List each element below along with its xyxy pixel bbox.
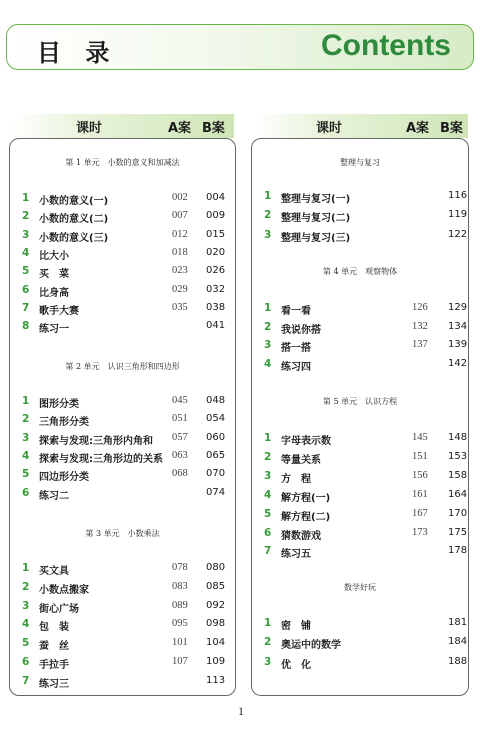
toc-entry (252, 489, 468, 505)
entry-number: 8 (22, 320, 30, 333)
entry-page-a: 023 (172, 265, 188, 277)
entry-page-a: 145 (412, 432, 428, 443)
unit-heading: 第 2 单元 认识三角形和四边形 (65, 362, 180, 371)
entry-page-b: 085 (206, 580, 226, 592)
entry-title: 方 程 (281, 473, 311, 485)
b-column-label: B案 (440, 121, 463, 136)
lesson-column-label: 课时 (76, 121, 103, 136)
toc-entry (252, 209, 468, 225)
entry-title: 练习三 (39, 678, 69, 690)
entry-title: 整理与复习(一) (281, 194, 351, 205)
entry-page-a: 063 (172, 449, 188, 461)
entry-page-b: 104 (206, 637, 226, 649)
entry-title: 三角形分类 (39, 417, 89, 429)
header-banner (6, 24, 474, 70)
entry-number: 2 (264, 209, 272, 222)
entry-number: 3 (264, 655, 272, 668)
toc-entry (10, 395, 235, 411)
toc-entry (252, 470, 468, 486)
a-column-label: A案 (406, 121, 430, 136)
entry-number: 1 (264, 302, 272, 314)
toc-entry (252, 358, 468, 374)
b-column-label: B案 (202, 121, 225, 136)
entry-page-b: 020 (206, 246, 226, 258)
entry-number: 1 (22, 192, 30, 204)
entry-page-a: 045 (172, 395, 188, 406)
entry-page-b: 004 (206, 192, 226, 203)
entry-number: 4 (22, 246, 30, 259)
entry-number: 6 (22, 486, 30, 499)
lesson-column-label: 课时 (316, 121, 343, 136)
toc-entry (252, 321, 468, 337)
entry-page-b: 041 (206, 320, 226, 332)
entry-page-a: 161 (412, 488, 428, 500)
entry-number: 2 (22, 210, 30, 223)
entry-page-a: 029 (172, 283, 188, 295)
toc-entry (252, 527, 468, 543)
entry-number: 1 (22, 562, 30, 574)
entry-number: 3 (264, 469, 272, 482)
entry-number: 1 (22, 395, 30, 407)
toc-entry (252, 656, 468, 672)
entry-number: 2 (22, 413, 30, 426)
entry-page-a: 101 (172, 637, 188, 649)
a-column-label: A案 (168, 121, 192, 136)
entry-page-a: 107 (172, 656, 188, 667)
entry-title: 练习五 (281, 549, 311, 561)
entry-number: 2 (264, 450, 272, 463)
entry-title: 密 铺 (281, 621, 311, 632)
left-toc-panel (9, 138, 236, 696)
entry-page-b: 054 (206, 413, 226, 425)
toc-entry (10, 450, 235, 466)
toc-entry (10, 487, 235, 503)
entry-number: 6 (264, 526, 272, 539)
entry-page-a: 051 (172, 413, 188, 425)
toc-entry (10, 656, 235, 672)
toc-entry (252, 545, 468, 561)
toc-entry (252, 508, 468, 524)
toc-entry (252, 617, 468, 633)
entry-number: 4 (264, 358, 272, 371)
entry-page-b: 122 (448, 228, 468, 240)
entry-page-b: 032 (206, 283, 226, 295)
entry-page-b: 113 (206, 674, 226, 686)
entry-number: 3 (264, 228, 272, 241)
entry-title: 猜数游戏 (281, 530, 321, 542)
entry-title: 探索与发现:三角形内角和 (39, 435, 153, 447)
entry-title: 奥运中的数学 (281, 640, 341, 652)
entry-title: 小数的意义(二) (39, 214, 109, 226)
entry-page-a: 068 (172, 468, 188, 480)
page-title: 目 录 (37, 39, 118, 67)
entry-number: 3 (22, 599, 30, 612)
unit-heading: 整理与复习 (340, 158, 380, 167)
toc-entry (10, 600, 235, 616)
entry-page-b: 170 (448, 507, 468, 519)
unit-heading: 数学好玩 (344, 583, 376, 592)
entry-number: 5 (22, 637, 30, 650)
unit-heading: 第 4 单元 观察物体 (322, 267, 398, 276)
entry-title: 包 装 (39, 622, 69, 634)
entry-page-a: 151 (412, 450, 428, 462)
toc-entry (252, 302, 468, 318)
entry-number: 4 (22, 449, 30, 462)
entry-title: 蚕 丝 (39, 641, 69, 653)
toc-entry (252, 229, 468, 245)
entry-title: 买 菜 (39, 269, 69, 281)
entry-title: 整理与复习(二) (281, 213, 351, 225)
entry-title: 歌手大赛 (39, 305, 79, 317)
unit-heading: 第 3 单元 小数乘法 (85, 529, 160, 538)
entry-page-b: 015 (206, 228, 226, 240)
entry-page-a: 173 (412, 526, 428, 538)
entry-number: 2 (22, 580, 30, 593)
entry-page-a: 167 (412, 507, 428, 519)
entry-number: 7 (22, 674, 30, 687)
entry-page-b: 178 (448, 545, 468, 557)
entry-title: 小数的意义(三) (39, 232, 109, 244)
entry-page-b: 080 (206, 562, 226, 573)
entry-number: 4 (264, 488, 272, 501)
entry-page-b: 164 (448, 488, 468, 500)
entry-page-b: 142 (448, 358, 468, 370)
entry-page-a: 007 (172, 210, 188, 222)
entry-page-a: 012 (172, 228, 188, 240)
entry-number: 2 (264, 636, 272, 649)
entry-page-b: 181 (448, 617, 468, 628)
entry-title: 看一看 (281, 306, 311, 317)
entry-number: 4 (22, 618, 30, 631)
toc-entry (10, 302, 235, 318)
entry-title: 比大小 (39, 250, 69, 262)
entry-page-b: 134 (448, 320, 468, 332)
entry-page-b: 116 (448, 190, 468, 201)
entry-title: 练习一 (39, 324, 69, 336)
toc-entry (10, 192, 235, 208)
left-column-header (12, 114, 234, 138)
entry-page-a: 137 (412, 339, 428, 351)
entry-number: 7 (264, 545, 272, 558)
entry-page-b: 158 (448, 469, 468, 481)
page-number: 1 (238, 704, 244, 718)
entry-title: 探索与发现:三角形边的关系 (39, 453, 163, 465)
entry-page-a: 126 (412, 302, 428, 313)
entry-title: 手拉手 (39, 660, 69, 671)
entry-number: 1 (264, 617, 272, 629)
entry-page-b: 129 (448, 302, 468, 313)
entry-page-a: 078 (172, 562, 188, 573)
toc-entry (10, 247, 235, 263)
toc-entry (10, 675, 235, 691)
toc-entry (252, 190, 468, 206)
entry-title: 解方程(二) (281, 511, 331, 523)
entry-title: 解方程(一) (281, 492, 331, 504)
toc-entry (10, 562, 235, 578)
entry-title: 我说你搭 (281, 324, 321, 336)
entry-page-b: 038 (206, 301, 226, 313)
entry-page-b: 109 (206, 656, 226, 667)
toc-entry (10, 229, 235, 245)
right-toc-panel (251, 138, 469, 696)
entry-page-b: 153 (448, 450, 468, 462)
entry-title: 小数点搬家 (39, 584, 89, 596)
entry-number: 1 (264, 432, 272, 444)
entry-page-a: 089 (172, 599, 188, 611)
toc-entry (10, 468, 235, 484)
entry-page-b: 184 (448, 636, 468, 648)
entry-title: 图形分类 (39, 399, 79, 410)
entry-number: 1 (264, 190, 272, 202)
entry-page-a: 018 (172, 246, 188, 258)
entry-number: 3 (264, 339, 272, 352)
entry-title: 字母表示数 (281, 436, 331, 447)
entry-page-b: 074 (206, 486, 226, 498)
entry-number: 5 (22, 468, 30, 481)
entry-number: 7 (22, 301, 30, 314)
entry-page-b: 188 (448, 655, 468, 667)
entry-title: 等量关系 (281, 454, 321, 466)
entry-number: 5 (22, 265, 30, 278)
entry-page-b: 092 (206, 599, 226, 611)
toc-entry (10, 637, 235, 653)
entry-page-a: 035 (172, 301, 188, 313)
toc-entry (10, 413, 235, 429)
entry-page-a: 095 (172, 618, 188, 630)
right-column-header (254, 114, 468, 138)
entry-number: 6 (22, 283, 30, 296)
entry-page-b: 175 (448, 526, 468, 538)
entry-title: 搭一搭 (281, 343, 311, 355)
entry-title: 练习二 (39, 490, 69, 502)
entry-title: 街心广场 (39, 603, 79, 615)
entry-page-b: 009 (206, 210, 226, 222)
unit-heading: 第 1 单元 小数的意义和加减法 (65, 158, 180, 167)
entry-title: 买文具 (39, 566, 69, 577)
entry-page-b: 070 (206, 468, 226, 480)
entry-number: 2 (264, 320, 272, 333)
toc-entry (10, 210, 235, 226)
toc-entry (10, 320, 235, 336)
entry-title: 小数的意义(一) (39, 196, 109, 207)
toc-entry (10, 618, 235, 634)
entry-page-a: 083 (172, 580, 188, 592)
toc-entry (252, 636, 468, 652)
entry-page-b: 065 (206, 449, 226, 461)
toc-entry (10, 432, 235, 448)
entry-title: 练习四 (281, 362, 311, 374)
toc-entry (252, 339, 468, 355)
entry-number: 5 (264, 507, 272, 520)
entry-page-b: 139 (448, 339, 468, 351)
toc-entry (10, 284, 235, 300)
entry-page-a: 002 (172, 192, 188, 203)
toc-entry (252, 451, 468, 467)
entry-title: 四边形分类 (39, 472, 89, 484)
entry-page-a: 132 (412, 320, 428, 332)
entry-page-a: 156 (412, 469, 428, 481)
entry-page-b: 148 (448, 432, 468, 443)
entry-page-b: 026 (206, 265, 226, 277)
entry-title: 优 化 (281, 659, 311, 671)
entry-page-a: 057 (172, 431, 188, 443)
toc-entry (10, 265, 235, 281)
entry-number: 6 (22, 656, 30, 668)
entry-title: 比身高 (39, 287, 69, 299)
entry-number: 3 (22, 228, 30, 241)
toc-entry (252, 432, 468, 448)
entry-page-b: 060 (206, 431, 226, 443)
entry-page-b: 119 (448, 209, 468, 221)
entry-number: 3 (22, 431, 30, 444)
toc-entry (10, 581, 235, 597)
page-title-en: Contents (321, 29, 451, 62)
unit-heading: 第 5 单元 认识方程 (322, 397, 398, 406)
entry-page-b: 098 (206, 618, 226, 630)
entry-title: 整理与复习(三) (281, 232, 351, 244)
entry-page-b: 048 (206, 395, 226, 406)
